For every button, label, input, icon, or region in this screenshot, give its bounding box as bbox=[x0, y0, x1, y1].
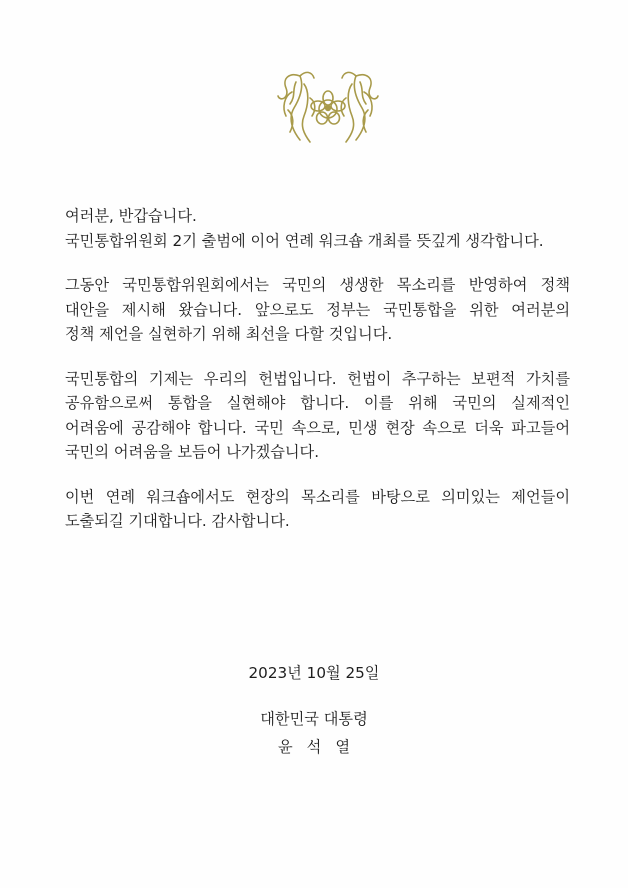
paragraph-line: 어려움에 공감해야 합니다. 국민 속으로, 민생 현장 속으로 더욱 파고들어 bbox=[65, 418, 570, 437]
phoenix-emblem-icon bbox=[270, 62, 386, 150]
greeting-line: 여러분, 반갑습니다. bbox=[65, 207, 197, 225]
signature-title: 대한민국 대통령 bbox=[260, 710, 368, 728]
signature-name: 윤석열 bbox=[277, 738, 364, 756]
paragraph-line: 정책 제언을 실현하기 위해 최선을 다할 것입니다. bbox=[65, 325, 393, 343]
paragraph-line: 도출되길 기대합니다. 감사합니다. bbox=[65, 512, 290, 530]
paragraph bbox=[65, 273, 570, 347]
paragraph-line: 공유함으로써 통합을 실현해야 합니다. 이를 위해 국민의 실제적인 bbox=[65, 394, 570, 412]
paragraph-line: 국민통합의 기제는 우리의 헌법입니다. 헌법이 추구하는 보편적 가치를 bbox=[65, 369, 570, 388]
greeting-line: 국민통합위원회 2기 출범에 이어 연례 워크숍 개최를 뜻깊게 생각합니다. bbox=[65, 231, 544, 250]
paragraph-line: 국민의 어려움을 보듬어 나가겠습니다. bbox=[65, 443, 320, 461]
letter-date: 2023년 10월 25일 bbox=[248, 664, 380, 682]
paragraph bbox=[65, 367, 570, 465]
letter-body bbox=[65, 204, 570, 554]
paragraph-line: 대안을 제시해 왔습니다. 앞으로도 정부는 국민통합을 위한 여러분의 bbox=[65, 300, 570, 319]
paragraph bbox=[65, 485, 570, 534]
paragraph-line: 이번 연례 워크숍에서도 현장의 목소리를 바탕으로 의미있는 제언들이 bbox=[65, 487, 570, 506]
greeting bbox=[65, 204, 570, 253]
paragraph-line: 그동안 국민통합위원회에서는 국민의 생생한 목소리를 반영하여 정책 bbox=[65, 276, 570, 294]
